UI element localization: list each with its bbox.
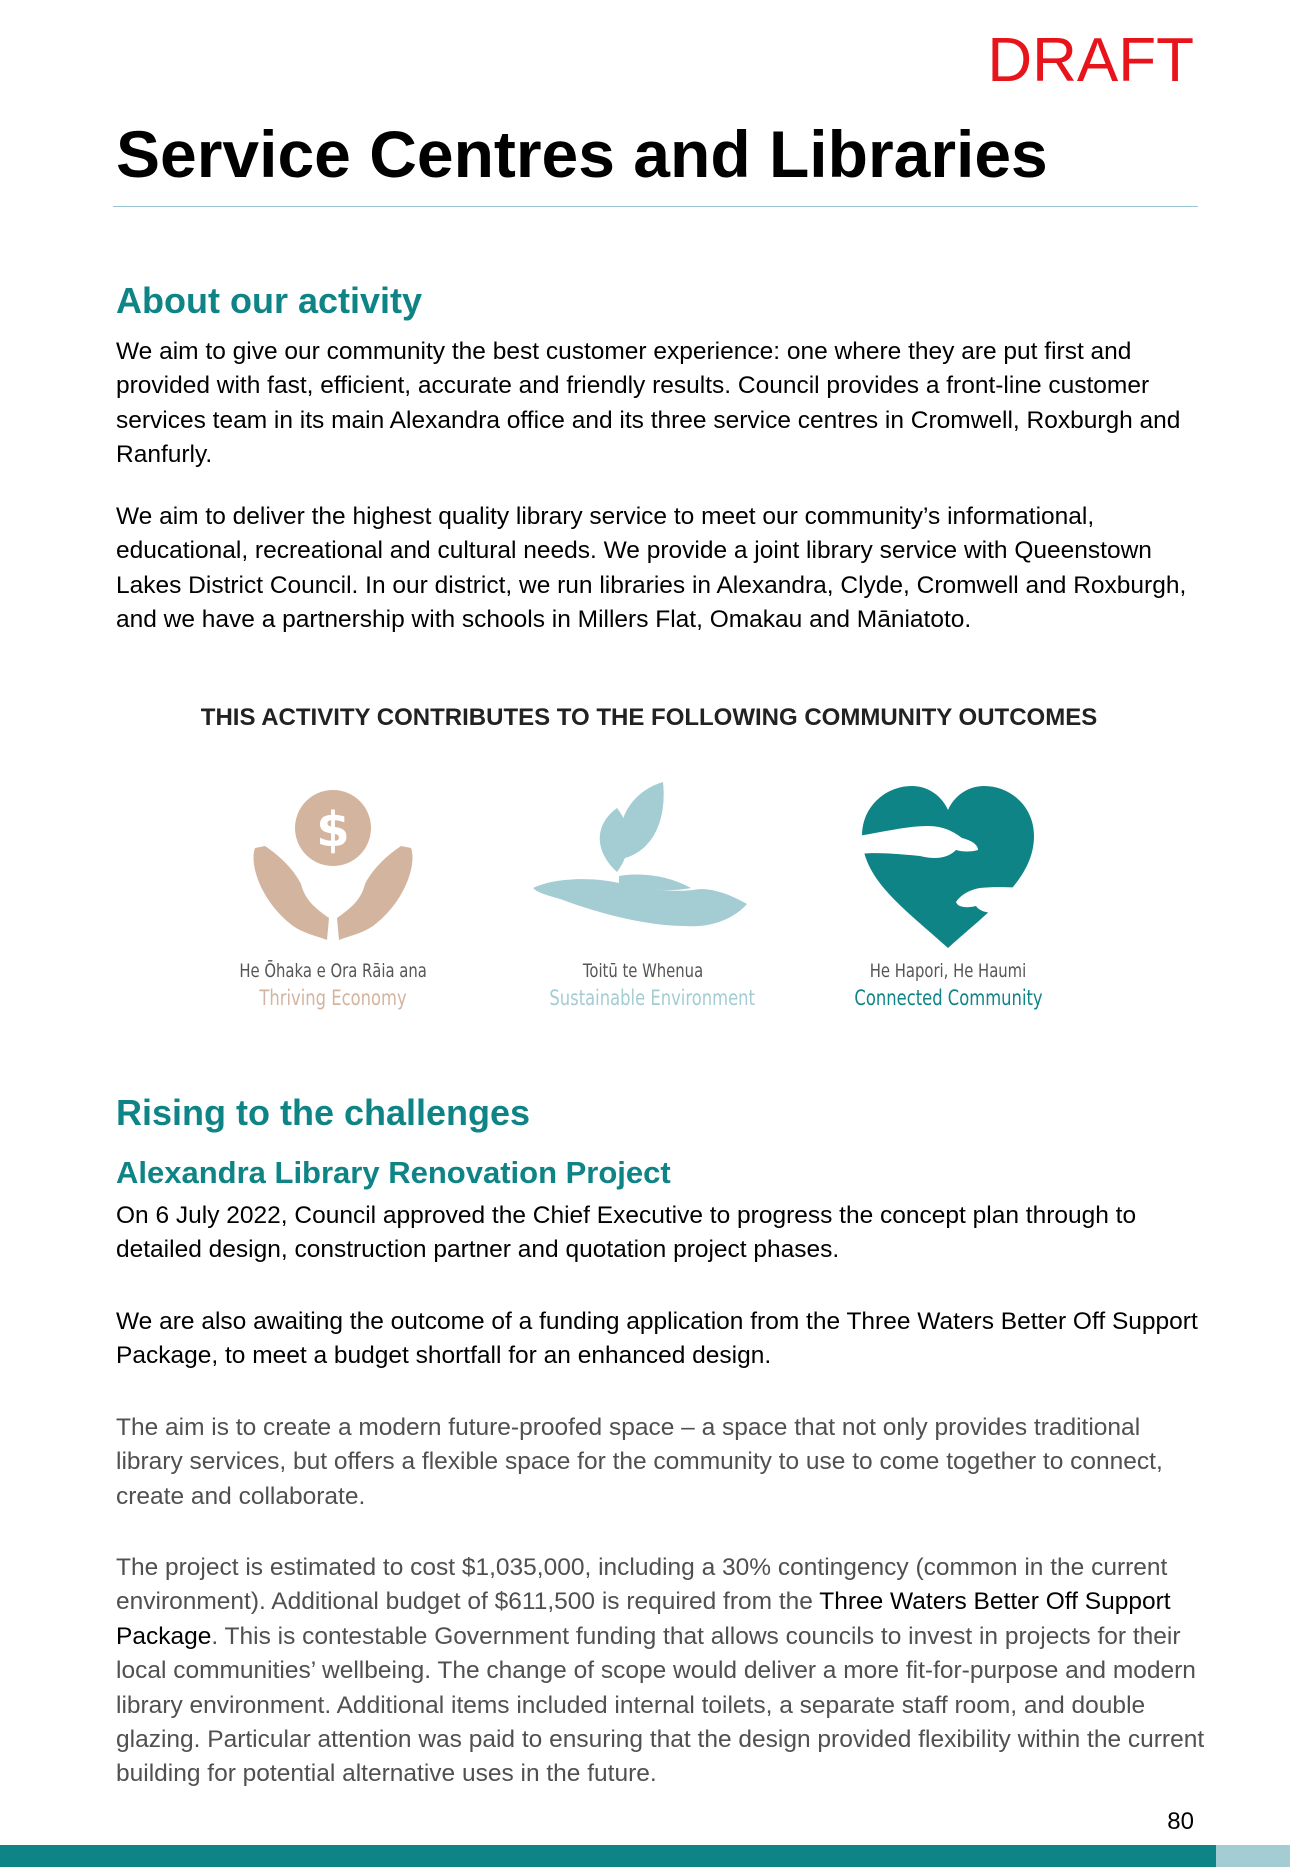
outcome-maori-label: Toitū te Whenua <box>582 960 704 982</box>
title-divider <box>113 206 1198 207</box>
challenges-paragraph-1: On 6 July 2022, Council approved the Chief Executive to progress the concept plan through to detailed design, construction partner and quotation project phases. <box>116 1202 1137 1264</box>
about-paragraph-2: We aim to deliver the highest quality library service to meet our community’s informational, educational, recreational and cultural needs. We provide a joint library service with Queenstown Lakes District Council. In our district, we run libraries in Alexandra, Clyde, Cromwell and Roxburgh, and we have a partnership with schools in Millers Flat, Omakau and Māniatoto. <box>116 503 1187 634</box>
about-paragraph-1: We aim to give our community the best customer experience: one where they are put first and provided with fast, efficient, accurate and friendly results. Council provides a front-line customer services team in its main Alexandra office and its three service centres in Cromwell, Roxburgh and Ranfurly. <box>116 338 1181 469</box>
hands-dollar-icon <box>243 780 423 950</box>
outcome-sustainable-environment <box>523 780 763 1010</box>
paragraph-4-text: The project is estimated to cost $1,035,000, including a 30% contingency (common in the current environment). Additional budget of $611,500 is required from the <box>116 1554 1168 1616</box>
challenges-paragraph-4 <box>116 1551 1206 1792</box>
outcomes-heading: THIS ACTIVITY CONTRIBUTES TO THE FOLLOWING COMMUNITY OUTCOMES <box>200 704 1098 731</box>
outcome-connected-community <box>828 780 1068 1010</box>
heart-hands-icon <box>858 780 1038 950</box>
svg-text:$: $ <box>316 802 350 858</box>
outcome-maori-label: He Ōhaka e Ora Rāia ana <box>239 960 427 982</box>
challenges-paragraph-3: The aim is to create a modern future-proofed space – a space that not only provides traditional library services, but offers a flexible space for the community to use to come together to connect, create and collaborate. <box>116 1414 1163 1510</box>
page-title: Service Centres and Libraries <box>116 117 1048 191</box>
hand-leaf-icon <box>533 780 753 950</box>
page-number: 80 <box>1167 1808 1194 1835</box>
footer-bar <box>0 1845 1216 1867</box>
outcome-thriving-economy <box>213 780 453 1010</box>
challenges-paragraph-2: We are also awaiting the outcome of a funding application from the Three Waters Better Off Support Package, to meet a budget shortfall for an enhanced design. <box>116 1308 1198 1370</box>
draft-watermark: DRAFT <box>987 26 1194 95</box>
outcome-maori-label: He Hapori, He Haumi <box>869 960 1027 982</box>
project-subheading: Alexandra Library Renovation Project <box>116 1155 671 1190</box>
challenges-heading: Rising to the challenges <box>116 1092 531 1133</box>
outcome-english-label: Thriving Economy <box>259 986 407 1010</box>
outcome-english-label: Sustainable Environment <box>549 986 755 1010</box>
funding-package-name: Three Waters Better Off Support Package <box>116 1588 1171 1650</box>
outcome-english-label: Connected Community <box>854 986 1043 1010</box>
paragraph-4-text-continued: . This is contestable Government funding that allows councils to invest in projects for their local communities’ wellbeing. The change of scope would deliver a more fit-for-purpose and modern library environment. Additional items included internal toilets, a separate staff room, and double glazing. Particular attention was paid to ensuring that the design provided flexibility within the current building for potential alternative uses in the future. <box>116 1622 1205 1788</box>
about-heading: About our activity <box>116 280 423 321</box>
footer-bar-accent <box>1216 1845 1290 1867</box>
